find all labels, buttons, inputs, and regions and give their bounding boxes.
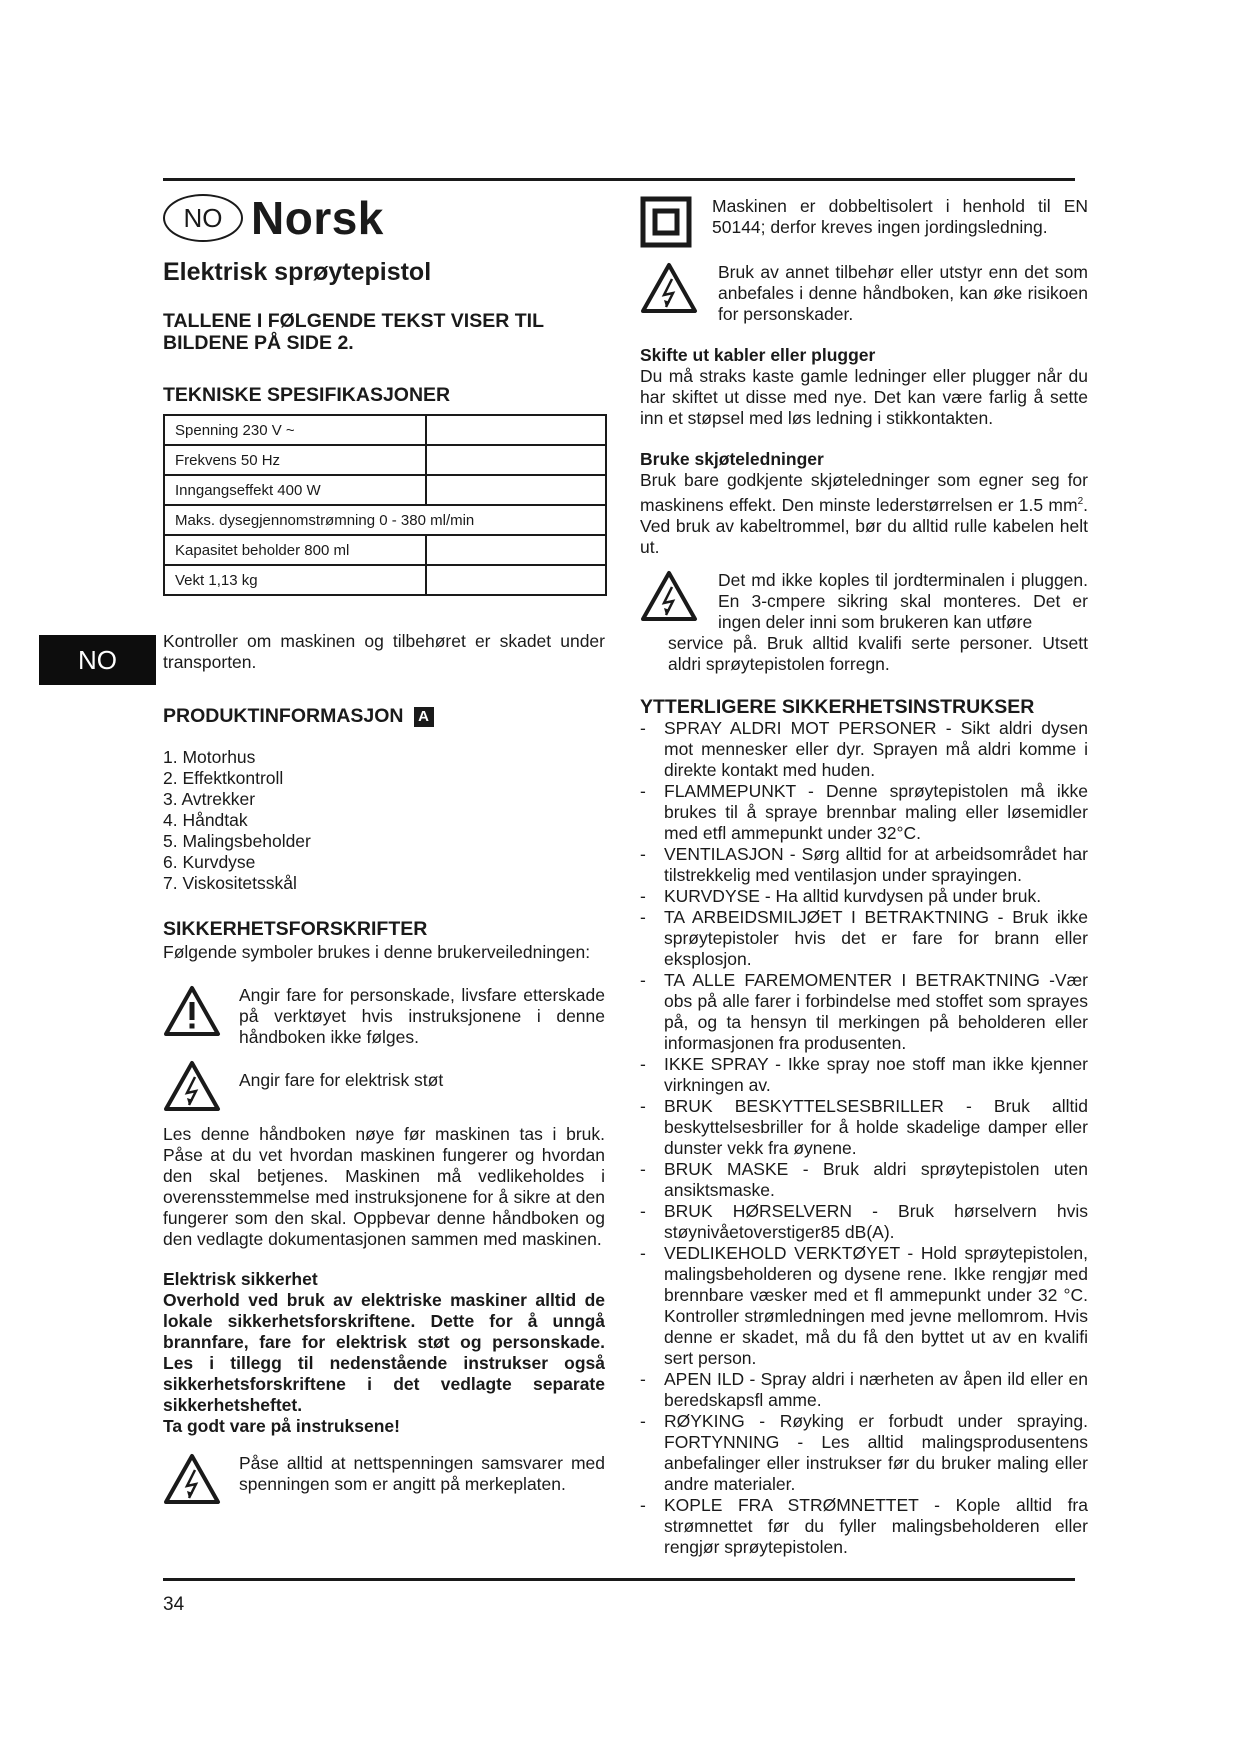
extension-text (640, 470, 1088, 558)
spec-cell: Maks. dysegjennomstrømning 0 - 380 ml/min (164, 505, 606, 535)
table-row (164, 475, 606, 505)
safety-heading: SIKKERHETSFORSKRIFTER (163, 918, 428, 940)
warning-shock-row (163, 1060, 605, 1112)
left-column (163, 190, 605, 1505)
title-row (163, 190, 605, 246)
product-subtitle: Elektrisk sprøytepistol (163, 258, 432, 286)
list-item: - SPRAY ALDRI MOT PERSONER - Sikt aldri dysen mot mennesker eller dyr. Sprayen må aldri komme i direkte kontakt med huden. (640, 718, 1088, 781)
double-insulation-icon (640, 196, 692, 248)
product-info-heading (163, 705, 605, 727)
spec-cell: Inngangseffekt 400 W (164, 475, 426, 505)
list-item: 6. Kurvdyse (163, 852, 256, 872)
list-item: - BRUK MASKE - Bruk aldri sprøytepistolen uten ansiktsmaske. (640, 1159, 1088, 1201)
voltage-check-text: Påse alltid at nettspenningen samsvarer med spenningen som er angitt på merkeplaten. (239, 1453, 605, 1494)
transport-check-text: Kontroller om maskinen og tilbehøret er skadet under transporten. (163, 631, 605, 672)
replace-cables-heading: Skifte ut kabler eller plugger (640, 345, 876, 365)
electric-shock-warning-icon (163, 1453, 221, 1505)
extra-safety-heading: YTTERLIGERE SIKKERHETSINSTRUKSER (640, 695, 1035, 718)
product-parts-list (163, 747, 605, 894)
list-item: 7. Viskositetsskål (163, 873, 297, 893)
voltage-warning-row (163, 1453, 605, 1505)
table-row (164, 535, 606, 565)
list-item: 2. Effektkontroll (163, 768, 284, 788)
extension-sup: 2 (1077, 496, 1084, 507)
take-care-text: Ta godt vare på instruksene! (163, 1416, 400, 1436)
earth-warning-row (640, 570, 1088, 633)
product-info-heading-text: PRODUKTINFORMASJON (163, 705, 404, 727)
table-row (164, 415, 606, 445)
extension-heading: Bruke skjøteledninger (640, 449, 824, 469)
warning-exclamation-icon (163, 985, 221, 1037)
list-item: - KOPLE FRA STRØMNETTET - Kople alltid fra strømnettet før du fyller malingsbeholderen eller rengjør sprøytepistolen. (640, 1495, 1088, 1558)
extension-text-b: . Ved bruk av kabeltrommel, bør du alltid rulle kabelen helt ut. (640, 494, 1088, 557)
accessories-warning-row (640, 262, 1088, 325)
warning-injury-row (163, 985, 605, 1048)
earth-warning-text-rest: service på. Bruk alltid kvalifi serte personer. Utsett aldri sprøytepistolen forregn. (668, 632, 1088, 674)
language-badge: NO (163, 194, 243, 242)
page-number: 34 (163, 1594, 185, 1615)
double-insulated-row (640, 196, 1088, 248)
list-item: - IKKE SPRAY - Ikke spray noe stoff man ikke kjenner virkningen av. (640, 1054, 1088, 1096)
spec-cell: Vekt 1,13 kg (164, 565, 426, 595)
electric-shock-warning-icon (640, 262, 698, 314)
list-item: 5. Malingsbeholder (163, 831, 311, 851)
list-item: - VENTILASJON - Sørg alltid for at arbeidsområdet har tilstrekkelig med ventilasjon under sprayingen. (640, 844, 1088, 886)
list-item: 3. Avtrekker (163, 789, 256, 809)
warning-shock-text: Angir fare for elektrisk støt (239, 1070, 444, 1090)
list-item: - VEDLIKEHOLD VERKTØYET - Hold sprøytepistolen, malingsbeholderen og dysene rene. Ikke rengjør med brennbare væsker med et fl ammepunkt under 32 °C. Kontroller strømledningen med jevne mellomrom. Hvis denne er skadet, må du få den byttet ut av en kvalifi sert person. (640, 1243, 1088, 1369)
warning-injury-text: Angir fare for personskade, livsfare etterskade på verktøyet hvis instruksjonene i denne håndboken ikke følges. (239, 985, 605, 1047)
page-title: Norsk (251, 191, 384, 244)
list-item: - BRUK HØRSELVERN - Bruk hørselvern hvis støynivåetoverstiger85 dB(A). (640, 1201, 1088, 1243)
specs-heading: TEKNISKE SPESIFIKASJONER (163, 384, 451, 406)
list-item: 1. Motorhus (163, 747, 256, 767)
list-item: - FLAMMEPUNKT - Denne sprøytepistolen må ikke brukes til å spraye brennbar maling eller løsemidler med etfl ammepunkt under 32°C. (640, 781, 1088, 844)
list-item: - RØYKING - Røyking er forbudt under spraying. FORTYNNING - Les alltid malingsprodusentens anbefalinger eller instrukser før du bruker maling eller andre materialer. (640, 1411, 1088, 1495)
electric-shock-warning-icon (640, 570, 698, 622)
elec-safety-text: Overhold ved bruk av elektriske maskiner alltid de lokale sikkerhetsforskriftene. Dette for å unngå brannfare, fare for elektrisk støt og personskade. Les i tillegg til nedenstående instrukser også sikkerhetsforskriftene i det vedlagte separate sikkerhetsheftet. (163, 1290, 605, 1415)
figures-note: TALLENE I FØLGENDE TEKST VISER TIL BILDENE PÅ SIDE 2. (163, 310, 544, 354)
list-item: - APEN ILD - Spray aldri i nærheten av åpen ild eller en beredskapsfl amme. (640, 1369, 1088, 1411)
replace-cables-text: Du må straks kaste gamle ledninger eller plugger når du har skiftet ut disse med nye. Det kan være farlig å sette inn et støpsel med løs ledning i stikkontakten. (640, 366, 1088, 428)
language-side-tab: NO (39, 635, 156, 685)
bottom-rule (163, 1578, 1075, 1581)
specs-table (163, 414, 607, 596)
list-item: - KURVDYSE - Ha alltid kurvdysen på under bruk. (640, 886, 1088, 907)
spec-cell: Kapasitet beholder 800 ml (164, 535, 426, 565)
table-row (164, 505, 606, 535)
spec-cell: Spenning 230 V ~ (164, 415, 426, 445)
safety-intro: Følgende symboler brukes i denne brukerveiledningen: (163, 942, 591, 962)
table-row (164, 565, 606, 595)
spec-cell: Frekvens 50 Hz (164, 445, 426, 475)
electric-shock-warning-icon (163, 1060, 221, 1112)
list-item: - TA ALLE FAREMOMENTER I BETRAKTNING -Vær obs på alle farer i forbindelse med stoffet som sprayes på, og ta hensyn til merkingen på beholderen eller informasjonen fra produsenten. (640, 970, 1088, 1054)
list-item: - TA ARBEIDSMILJØET I BETRAKTNING - Bruk ikke sprøytepistoler hvis det er fare for brann eller eksplosjon. (640, 907, 1088, 970)
double-insulated-text: Maskinen er dobbeltisolert i henhold til EN 50144; derfor kreves ingen jordingsledning. (712, 196, 1088, 237)
right-column (640, 196, 1088, 1558)
earth-warning-text-first: Det md ikke koples til jordterminalen i pluggen. En 3-cmpere sikring skal monteres. Det er ingen deler inni som brukeren kan utføre (718, 569, 1088, 632)
elec-safety-heading: Elektrisk sikkerhet (163, 1269, 318, 1289)
read-manual-text: Les denne håndboken nøye før maskinen tas i bruk. Påse at du vet hvordan maskinen fungerer og hvordan den skal betjenes. Maskinen må vedlikeholdes i overensstemmelse med instruksjonene for å sikre at den fungerer som den skal. Oppbevar denne håndboken og den vedlagte dokumentasjonen sammen med maskinen. (163, 1124, 605, 1249)
top-rule (163, 178, 1075, 181)
extension-text-a: Bruk bare godkjente skjøteledninger som egner seg for maskinens effekt. Den minste lederstørrelsen er 1.5 mm (640, 470, 1088, 515)
figure-label-a: A (414, 707, 434, 727)
list-item: 4. Håndtak (163, 810, 248, 830)
list-item: - BRUK BESKYTTELSESBRILLER - Bruk alltid beskyttelsesbriller for å holde skadelige damper eller dunster vekk fra øynene. (640, 1096, 1088, 1159)
table-row (164, 445, 606, 475)
extra-safety-list (640, 718, 1088, 1558)
accessories-warning-text: Bruk av annet tilbehør eller utstyr enn det som anbefales i denne håndboken, kan øke risikoen for personskader. (718, 262, 1088, 324)
